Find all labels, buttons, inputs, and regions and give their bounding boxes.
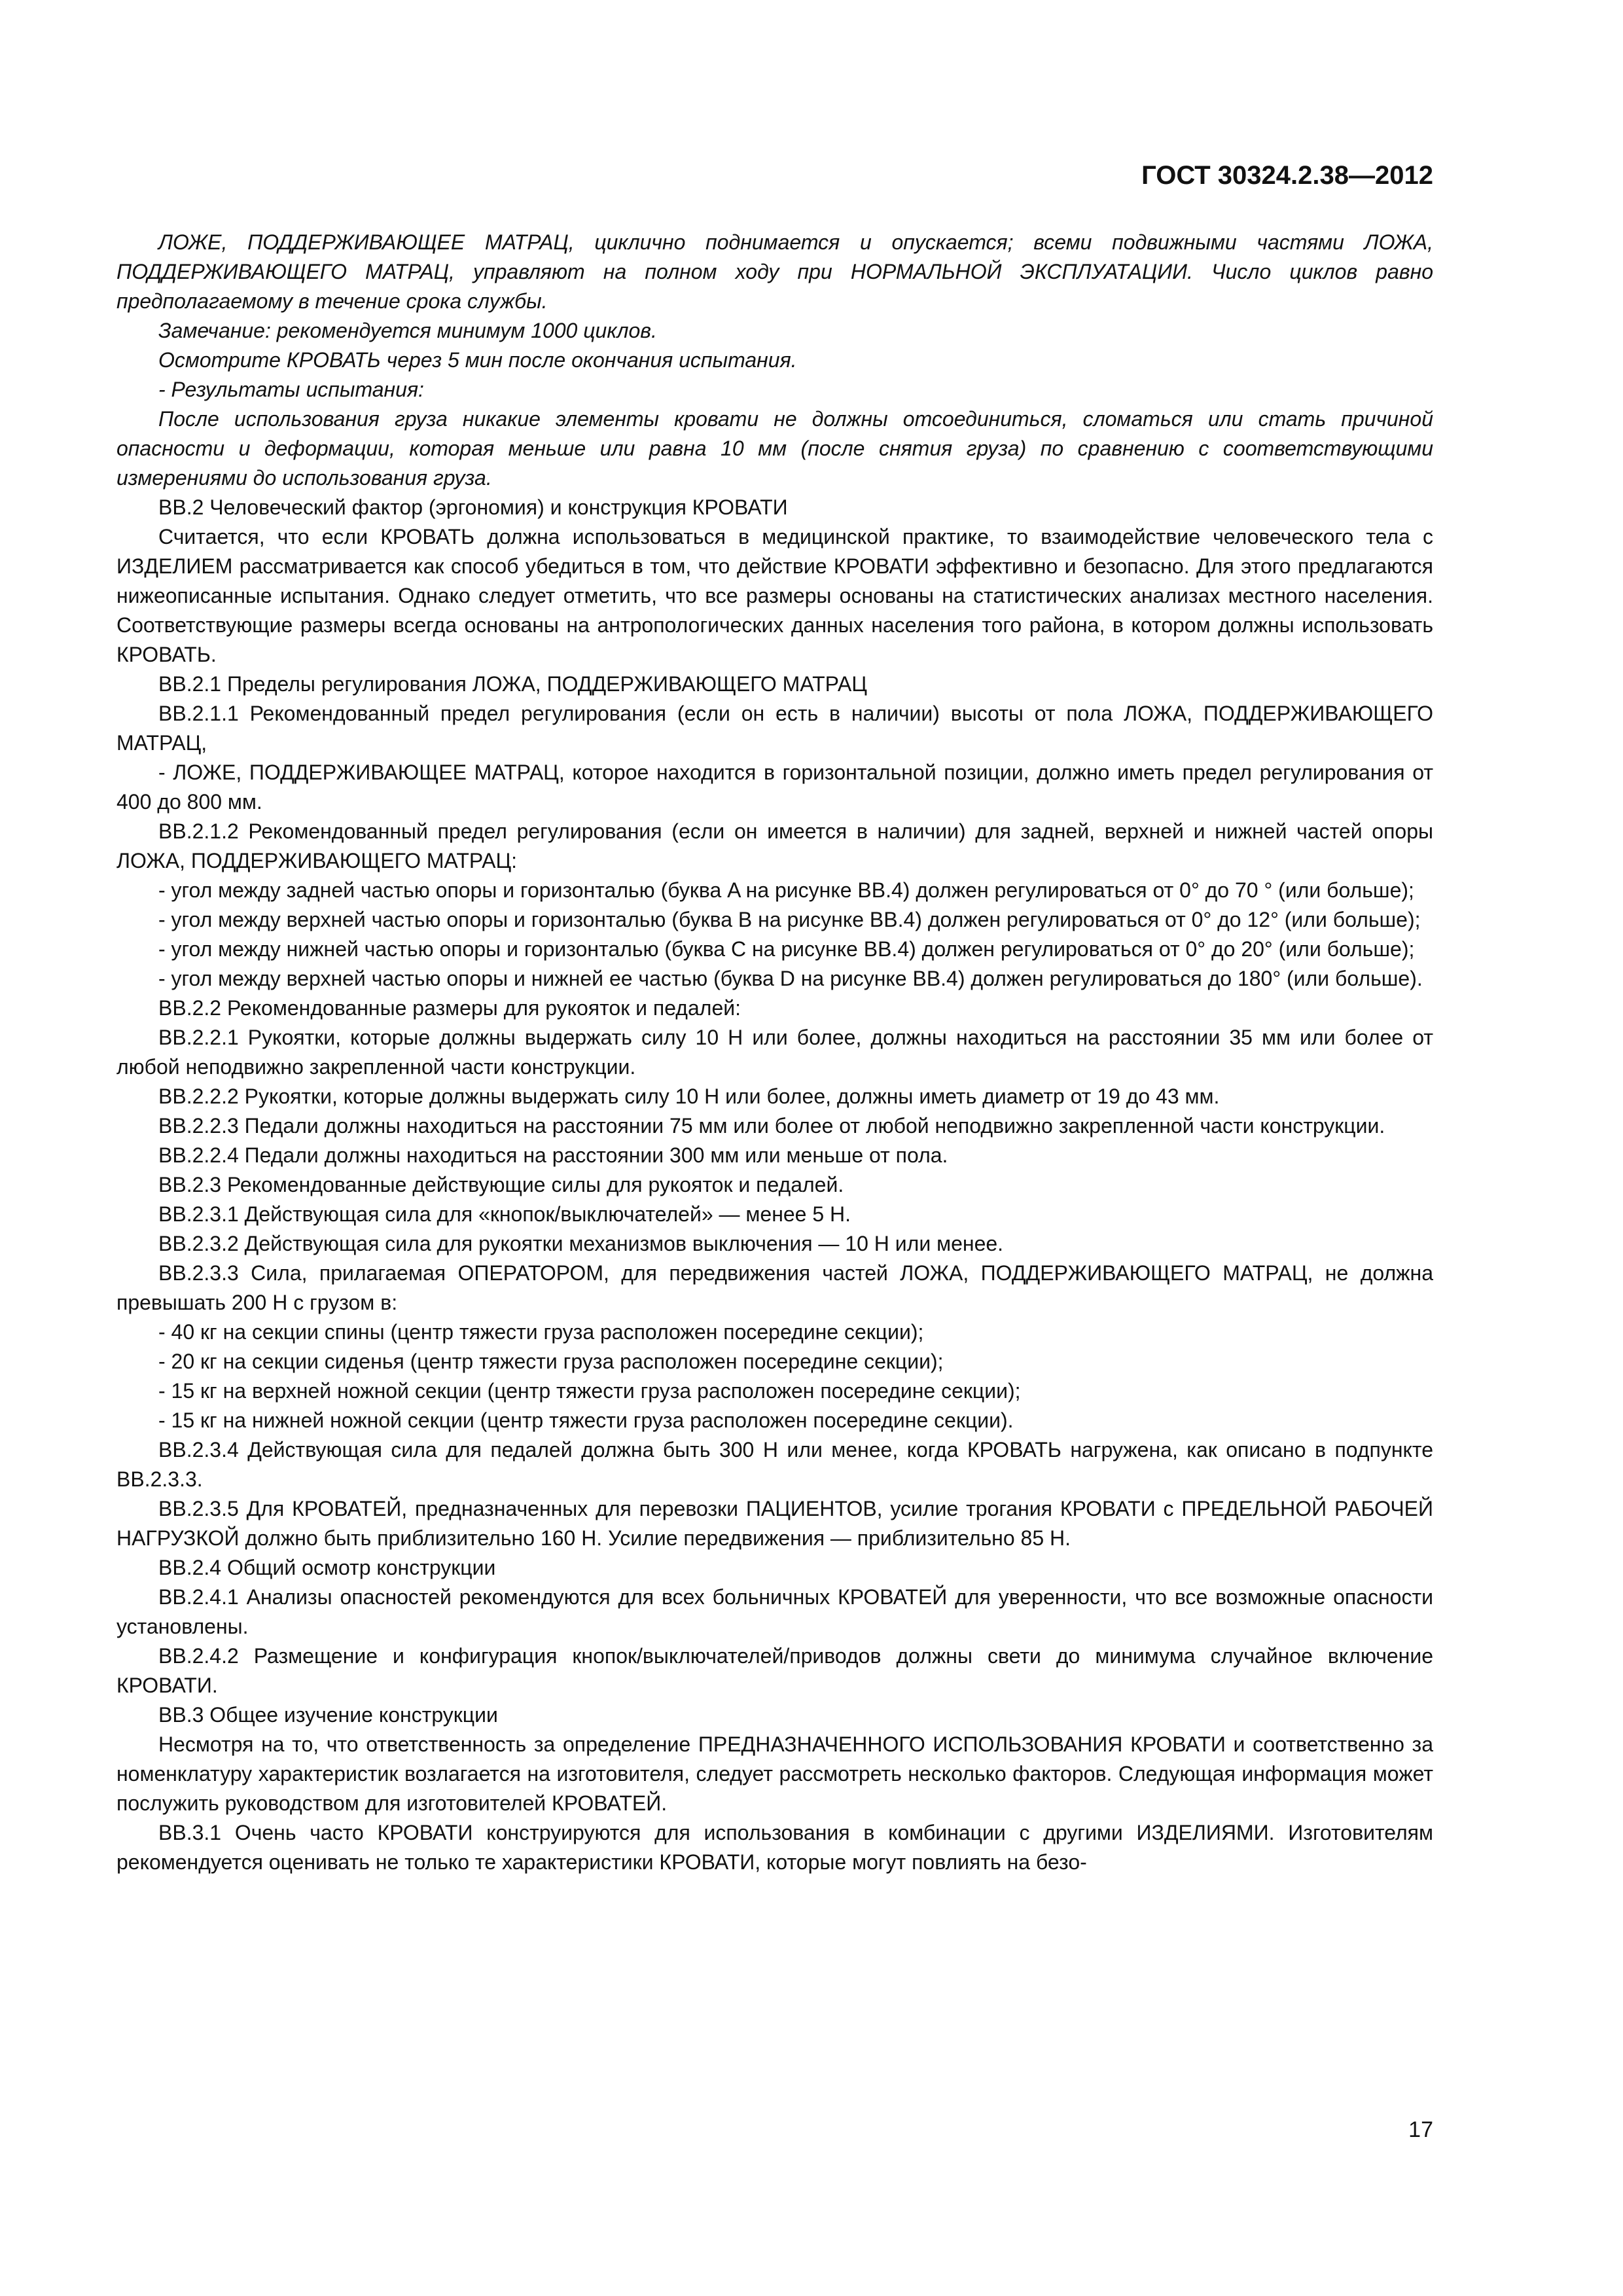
paragraph: Замечание: рекомендуется минимум 1000 циклов. [158,319,657,342]
paragraph: После использования груза никакие элементы кровати не должны отсоединиться, сломаться или стать причиной опасности и деформации, которая меньше или равна 10 мм (после снятия груза) по сравнению с соответствующими измерениями до использования груза. [116,407,1433,490]
paragraph: ВВ.3 Общее изучение конструкции [158,1703,498,1727]
paragraph: ЛОЖЕ, ПОДДЕРЖИВАЮЩЕЕ МАТРАЦ, циклично поднимается и опускается; всеми подвижными частями ЛОЖА, ПОДДЕРЖИВАЮЩЕГО МАТРАЦ, управляют на полном ходу при НОРМАЛЬНОЙ ЭКСПЛУАТАЦИИ. Число циклов равно предполагаемому в течение срока службы. [116,230,1433,313]
paragraph: - Результаты испытания: [158,378,424,401]
page-number: 17 [1408,2117,1433,2142]
paragraph: - угол между нижней частью опоры и горизонталью (буква C на рисунке ВВ.4) должен регулироваться от 0° до 20° (или больше); [158,937,1415,961]
paragraph: - 40 кг на секции спины (центр тяжести груза расположен посередине секции); [158,1320,924,1344]
paragraph: ВВ.2.2.4 Педали должны находиться на расстоянии 300 мм или меньше от пола. [158,1143,948,1167]
paragraph: ВВ.2.4 Общий осмотр конструкции [158,1556,496,1579]
paragraph: Несмотря на то, что ответственность за определение ПРЕДНАЗНАЧЕННОГО ИСПОЛЬЗОВАНИЯ КРОВАТИ и соответственно за номенклатуру характеристик возлагается на изготовителя, следует рассмотреть несколько факторов. Следующая информация может послужить руководством для изготовителей КРОВАТЕЙ. [116,1732,1433,1815]
document-number: ГОСТ 30324.2.38—2012 [1141,161,1433,190]
paragraph: ВВ.2.2.2 Рукоятки, которые должны выдержать силу 10 Н или более, должны иметь диаметр от 19 до 43 мм. [158,1085,1220,1108]
paragraph: - угол между верхней частью опоры и нижней ее частью (буква D на рисунке ВВ.4) должен регулироваться до 180° (или больше). [158,967,1423,990]
paragraph: - 15 кг на верхней ножной секции (центр тяжести груза расположен посередине секции); [158,1379,1021,1403]
paragraph: ВВ.2.3.3 Сила, прилагаемая ОПЕРАТОРОМ, для передвижения частей ЛОЖА, ПОДДЕРЖИВАЮЩЕГО МАТРАЦ, не должна превышать 200 Н с грузом в: [116,1261,1433,1314]
paragraph: ВВ.2.3.5 Для КРОВАТЕЙ, предназначенных для перевозки ПАЦИЕНТОВ, усилие трогания КРОВАТИ с ПРЕДЕЛЬНОЙ РАБОЧЕЙ НАГРУЗКОЙ должно быть приблизительно 160 Н. Усилие передвижения — приблизительно 85 Н. [116,1497,1433,1550]
paragraph: - 15 кг на нижней ножной секции (центр тяжести груза расположен посередине секции). [158,1408,1014,1432]
paragraph: ВВ.2.1.2 Рекомендованный предел регулирования (если он имеется в наличии) для задней, верхней и нижней частей опоры ЛОЖА, ПОДДЕРЖИВАЮЩЕГО МАТРАЦ: [116,819,1433,872]
paragraph: ВВ.2 Человеческий фактор (эргономия) и конструкция КРОВАТИ [158,495,788,519]
paragraph: ВВ.3.1 Очень часто КРОВАТИ конструируются для использования в комбинации с другими ИЗДЕЛИЯМИ. Изготовителям рекомендуется оценивать не только те характеристики КРОВАТИ, которые могут повлиять на безо- [116,1821,1433,1874]
document-body [116,228,1433,1877]
paragraph: ВВ.2.3.2 Действующая сила для рукоятки механизмов выключения — 10 Н или менее. [158,1232,1004,1255]
paragraph: Осмотрите КРОВАТЬ через 5 мин после окончания испытания. [158,348,797,372]
paragraph: ВВ.2.1 Пределы регулирования ЛОЖА, ПОДДЕРЖИВАЮЩЕГО МАТРАЦ [158,672,867,696]
paragraph: - угол между верхней частью опоры и горизонталью (буква B на рисунке ВВ.4) должен регулироваться от 0° до 12° (или больше); [158,908,1421,931]
paragraph: ВВ.2.2.3 Педали должны находиться на расстоянии 75 мм или более от любой неподвижно закрепленной части конструкции. [158,1114,1385,1138]
paragraph: - ЛОЖЕ, ПОДДЕРЖИВАЮЩЕЕ МАТРАЦ, которое находится в горизонтальной позиции, должно иметь предел регулирования от 400 до 800 мм. [116,761,1433,814]
paragraph: ВВ.2.2.1 Рукоятки, которые должны выдержать силу 10 Н или более, должны находиться на расстоянии 35 мм или более от любой неподвижно закрепленной части конструкции. [116,1026,1433,1079]
paragraph: ВВ.2.3.4 Действующая сила для педалей должна быть 300 Н или менее, когда КРОВАТЬ нагружена, как описано в подпункте ВВ.2.3.3. [116,1438,1433,1491]
paragraph: - 20 кг на секции сиденья (центр тяжести груза расположен посередине секции); [158,1350,944,1373]
paragraph: ВВ.2.4.1 Анализы опасностей рекомендуются для всех больничных КРОВАТЕЙ для уверенности, что все возможные опасности установлены. [116,1585,1433,1638]
paragraph: ВВ.2.1.1 Рекомендованный предел регулирования (если он есть в наличии) высоты от пола ЛОЖА, ПОДДЕРЖИВАЮЩЕГО МАТРАЦ, [116,702,1433,755]
paragraph: - угол между задней частью опоры и горизонталью (буква A на рисунке ВВ.4) должен регулироваться от 0° до 70 ° (или больше); [158,878,1414,902]
paragraph: ВВ.2.3.1 Действующая сила для «кнопок/выключателей» — менее 5 Н. [158,1202,851,1226]
paragraph: ВВ.2.3 Рекомендованные действующие силы для рукояток и педалей. [158,1173,844,1196]
paragraph: ВВ.2.2 Рекомендованные размеры для рукояток и педалей: [158,996,741,1020]
paragraph: Считается, что если КРОВАТЬ должна использоваться в медицинской практике, то взаимодействие человеческого тела с ИЗДЕЛИЕМ рассматривается как способ убедиться в том, что действие КРОВАТИ эффективно и безопасно. Для этого предлагаются нижеописанные испытания. Однако следует отметить, что все размеры основаны на статистических анализах местного населения. Соответствующие размеры всегда основаны на антропологических данных населения того района, в котором должны использовать КРОВАТЬ. [116,525,1433,666]
paragraph: ВВ.2.4.2 Размещение и конфигурация кнопок/выключателей/приводов должны свети до минимума случайное включение КРОВАТИ. [116,1644,1433,1697]
